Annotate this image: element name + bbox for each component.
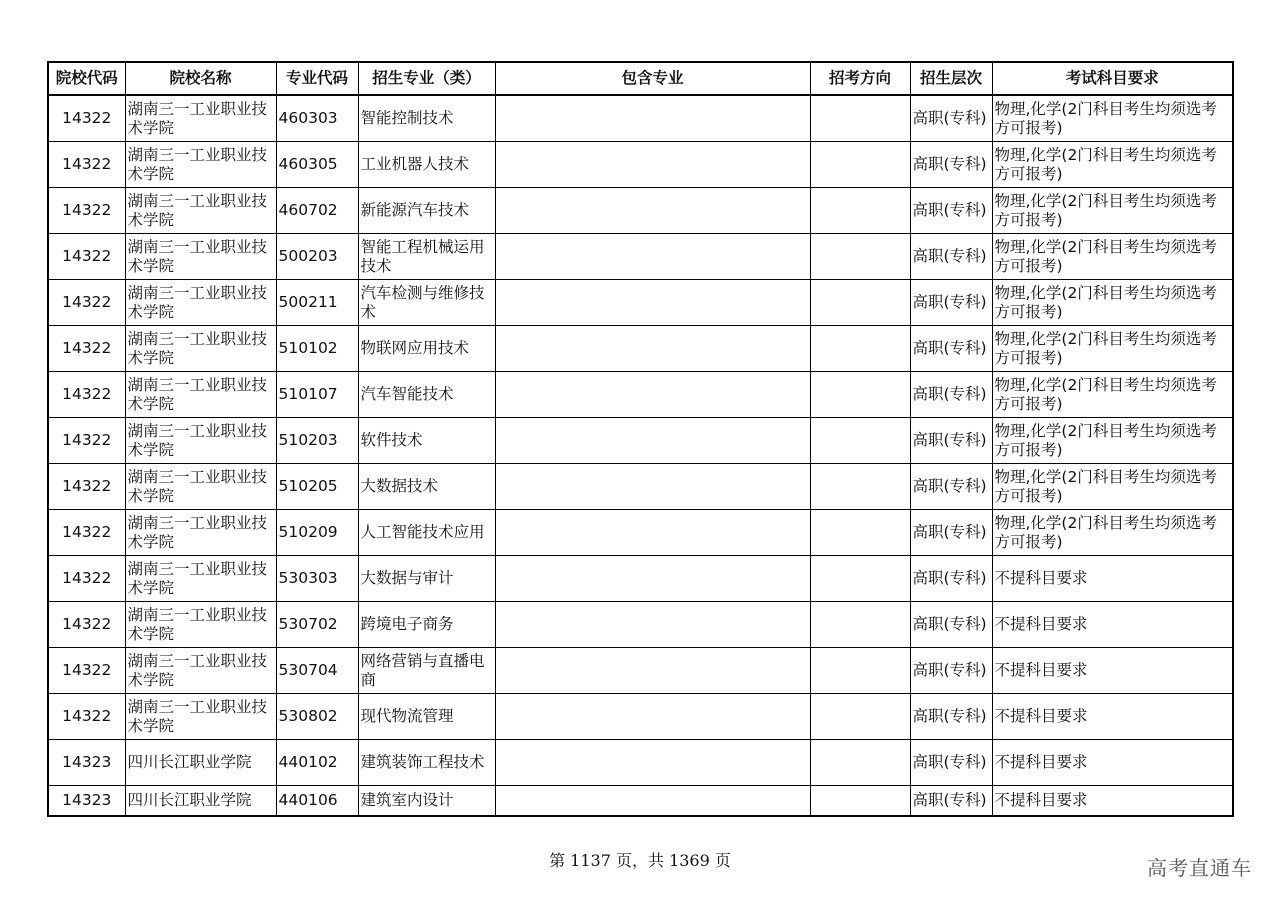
cell-major: 建筑室内设计 [358, 786, 495, 817]
page-number: 第 1137 页，共 1369 页 [549, 851, 731, 870]
cell-subject-requirement: 物理,化学(2门科目考生均须选考方可报考) [992, 234, 1233, 280]
table-row [48, 188, 1233, 234]
cell-direction [810, 464, 910, 510]
cell-level: 高职(专科) [910, 418, 992, 464]
cell-level: 高职(专科) [910, 464, 992, 510]
cell-school-name: 湖南三一工业职业技术学院 [125, 510, 276, 556]
table-row [48, 418, 1233, 464]
cell-direction [810, 280, 910, 326]
cell-direction [810, 786, 910, 817]
header-row [48, 62, 1233, 95]
cell-level: 高职(专科) [910, 326, 992, 372]
cell-school-name: 湖南三一工业职业技术学院 [125, 188, 276, 234]
cell-major-code: 510107 [276, 372, 358, 418]
cell-major: 大数据技术 [358, 464, 495, 510]
cell-major-code: 510102 [276, 326, 358, 372]
cell-school-code: 14322 [48, 602, 125, 648]
cell-subject-requirement: 不提科目要求 [992, 740, 1233, 786]
cell-included-majors [495, 464, 810, 510]
table-row [48, 602, 1233, 648]
table-row [48, 142, 1233, 188]
cell-included-majors [495, 740, 810, 786]
cell-school-code: 14322 [48, 464, 125, 510]
cell-major: 智能控制技术 [358, 95, 495, 142]
cell-major-code: 530702 [276, 602, 358, 648]
cell-school-code: 14322 [48, 234, 125, 280]
cell-level: 高职(专科) [910, 510, 992, 556]
cell-level: 高职(专科) [910, 648, 992, 694]
header-school-code: 院校代码 [48, 62, 125, 95]
header-direction: 招考方向 [810, 62, 910, 95]
header-school-name: 院校名称 [125, 62, 276, 95]
cell-direction [810, 418, 910, 464]
cell-subject-requirement: 物理,化学(2门科目考生均须选考方可报考) [992, 95, 1233, 142]
table-row [48, 372, 1233, 418]
cell-included-majors [495, 510, 810, 556]
cell-major-code: 500211 [276, 280, 358, 326]
table-row [48, 234, 1233, 280]
cell-subject-requirement: 物理,化学(2门科目考生均须选考方可报考) [992, 418, 1233, 464]
table-row [48, 464, 1233, 510]
cell-school-name: 四川长江职业学院 [125, 786, 276, 817]
table-row [48, 95, 1233, 142]
cell-major: 跨境电子商务 [358, 602, 495, 648]
cell-included-majors [495, 188, 810, 234]
cell-direction [810, 648, 910, 694]
cell-school-name: 湖南三一工业职业技术学院 [125, 648, 276, 694]
cell-school-code: 14322 [48, 418, 125, 464]
cell-major: 软件技术 [358, 418, 495, 464]
cell-major-code: 510203 [276, 418, 358, 464]
table-row [48, 326, 1233, 372]
cell-major: 大数据与审计 [358, 556, 495, 602]
table-row [48, 280, 1233, 326]
cell-major-code: 460305 [276, 142, 358, 188]
cell-level: 高职(专科) [910, 602, 992, 648]
cell-major-code: 530303 [276, 556, 358, 602]
cell-school-code: 14322 [48, 95, 125, 142]
cell-included-majors [495, 95, 810, 142]
cell-subject-requirement: 不提科目要求 [992, 786, 1233, 817]
cell-school-name: 四川长江职业学院 [125, 740, 276, 786]
cell-included-majors [495, 372, 810, 418]
cell-school-code: 14322 [48, 188, 125, 234]
cell-direction [810, 694, 910, 740]
cell-major: 新能源汽车技术 [358, 188, 495, 234]
cell-included-majors [495, 326, 810, 372]
cell-included-majors [495, 418, 810, 464]
cell-direction [810, 556, 910, 602]
cell-direction [810, 142, 910, 188]
cell-major: 物联网应用技术 [358, 326, 495, 372]
cell-school-name: 湖南三一工业职业技术学院 [125, 556, 276, 602]
cell-subject-requirement: 不提科目要求 [992, 648, 1233, 694]
cell-school-code: 14323 [48, 786, 125, 817]
cell-level: 高职(专科) [910, 694, 992, 740]
cell-school-name: 湖南三一工业职业技术学院 [125, 234, 276, 280]
cell-school-code: 14323 [48, 740, 125, 786]
cell-level: 高职(专科) [910, 280, 992, 326]
header-level: 招生层次 [910, 62, 992, 95]
cell-level: 高职(专科) [910, 95, 992, 142]
cell-school-name: 湖南三一工业职业技术学院 [125, 280, 276, 326]
cell-direction [810, 602, 910, 648]
cell-level: 高职(专科) [910, 188, 992, 234]
cell-level: 高职(专科) [910, 556, 992, 602]
cell-direction [810, 234, 910, 280]
cell-direction [810, 326, 910, 372]
cell-school-code: 14322 [48, 142, 125, 188]
table-row [48, 786, 1233, 817]
cell-level: 高职(专科) [910, 234, 992, 280]
cell-subject-requirement: 物理,化学(2门科目考生均须选考方可报考) [992, 464, 1233, 510]
cell-included-majors [495, 280, 810, 326]
cell-major-code: 440102 [276, 740, 358, 786]
cell-level: 高职(专科) [910, 740, 992, 786]
cell-school-code: 14322 [48, 280, 125, 326]
cell-major: 人工智能技术应用 [358, 510, 495, 556]
cell-school-code: 14322 [48, 326, 125, 372]
cell-major: 建筑装饰工程技术 [358, 740, 495, 786]
cell-major: 现代物流管理 [358, 694, 495, 740]
cell-school-name: 湖南三一工业职业技术学院 [125, 372, 276, 418]
header-included-majors: 包含专业 [495, 62, 810, 95]
cell-direction [810, 510, 910, 556]
cell-school-code: 14322 [48, 372, 125, 418]
cell-subject-requirement: 不提科目要求 [992, 556, 1233, 602]
cell-major-code: 510209 [276, 510, 358, 556]
header-major-code: 专业代码 [276, 62, 358, 95]
cell-major: 汽车检测与维修技术 [358, 280, 495, 326]
cell-major: 智能工程机械运用技术 [358, 234, 495, 280]
cell-subject-requirement: 不提科目要求 [992, 602, 1233, 648]
table-row [48, 694, 1233, 740]
admissions-table [47, 61, 1234, 817]
cell-school-name: 湖南三一工业职业技术学院 [125, 464, 276, 510]
cell-school-name: 湖南三一工业职业技术学院 [125, 95, 276, 142]
cell-major-code: 530802 [276, 694, 358, 740]
cell-major-code: 440106 [276, 786, 358, 817]
cell-level: 高职(专科) [910, 372, 992, 418]
cell-school-code: 14322 [48, 556, 125, 602]
cell-major: 汽车智能技术 [358, 372, 495, 418]
cell-major-code: 460702 [276, 188, 358, 234]
cell-major-code: 460303 [276, 95, 358, 142]
cell-school-name: 湖南三一工业职业技术学院 [125, 418, 276, 464]
cell-level: 高职(专科) [910, 786, 992, 817]
cell-subject-requirement: 物理,化学(2门科目考生均须选考方可报考) [992, 510, 1233, 556]
table-body [48, 95, 1233, 816]
cell-subject-requirement: 物理,化学(2门科目考生均须选考方可报考) [992, 142, 1233, 188]
cell-included-majors [495, 556, 810, 602]
cell-level: 高职(专科) [910, 142, 992, 188]
cell-direction [810, 372, 910, 418]
cell-subject-requirement: 物理,化学(2门科目考生均须选考方可报考) [992, 280, 1233, 326]
cell-major-code: 510205 [276, 464, 358, 510]
cell-school-code: 14322 [48, 648, 125, 694]
cell-subject-requirement: 物理,化学(2门科目考生均须选考方可报考) [992, 188, 1233, 234]
cell-major-code: 530704 [276, 648, 358, 694]
cell-school-name: 湖南三一工业职业技术学院 [125, 602, 276, 648]
cell-direction [810, 740, 910, 786]
table-row [48, 648, 1233, 694]
cell-included-majors [495, 142, 810, 188]
cell-major-code: 500203 [276, 234, 358, 280]
cell-school-name: 湖南三一工业职业技术学院 [125, 694, 276, 740]
cell-subject-requirement: 物理,化学(2门科目考生均须选考方可报考) [992, 372, 1233, 418]
header-subject-requirement: 考试科目要求 [992, 62, 1233, 95]
cell-included-majors [495, 786, 810, 817]
cell-major: 工业机器人技术 [358, 142, 495, 188]
cell-school-code: 14322 [48, 694, 125, 740]
cell-included-majors [495, 694, 810, 740]
cell-major: 网络营销与直播电商 [358, 648, 495, 694]
table-row [48, 556, 1233, 602]
cell-direction [810, 95, 910, 142]
cell-direction [810, 188, 910, 234]
watermark: 高考直通车 [1147, 856, 1252, 880]
header-major: 招生专业（类） [358, 62, 495, 95]
cell-subject-requirement: 不提科目要求 [992, 694, 1233, 740]
cell-subject-requirement: 物理,化学(2门科目考生均须选考方可报考) [992, 326, 1233, 372]
cell-school-name: 湖南三一工业职业技术学院 [125, 326, 276, 372]
cell-included-majors [495, 602, 810, 648]
table-row [48, 510, 1233, 556]
cell-included-majors [495, 234, 810, 280]
cell-school-code: 14322 [48, 510, 125, 556]
table-row [48, 740, 1233, 786]
cell-school-name: 湖南三一工业职业技术学院 [125, 142, 276, 188]
cell-included-majors [495, 648, 810, 694]
